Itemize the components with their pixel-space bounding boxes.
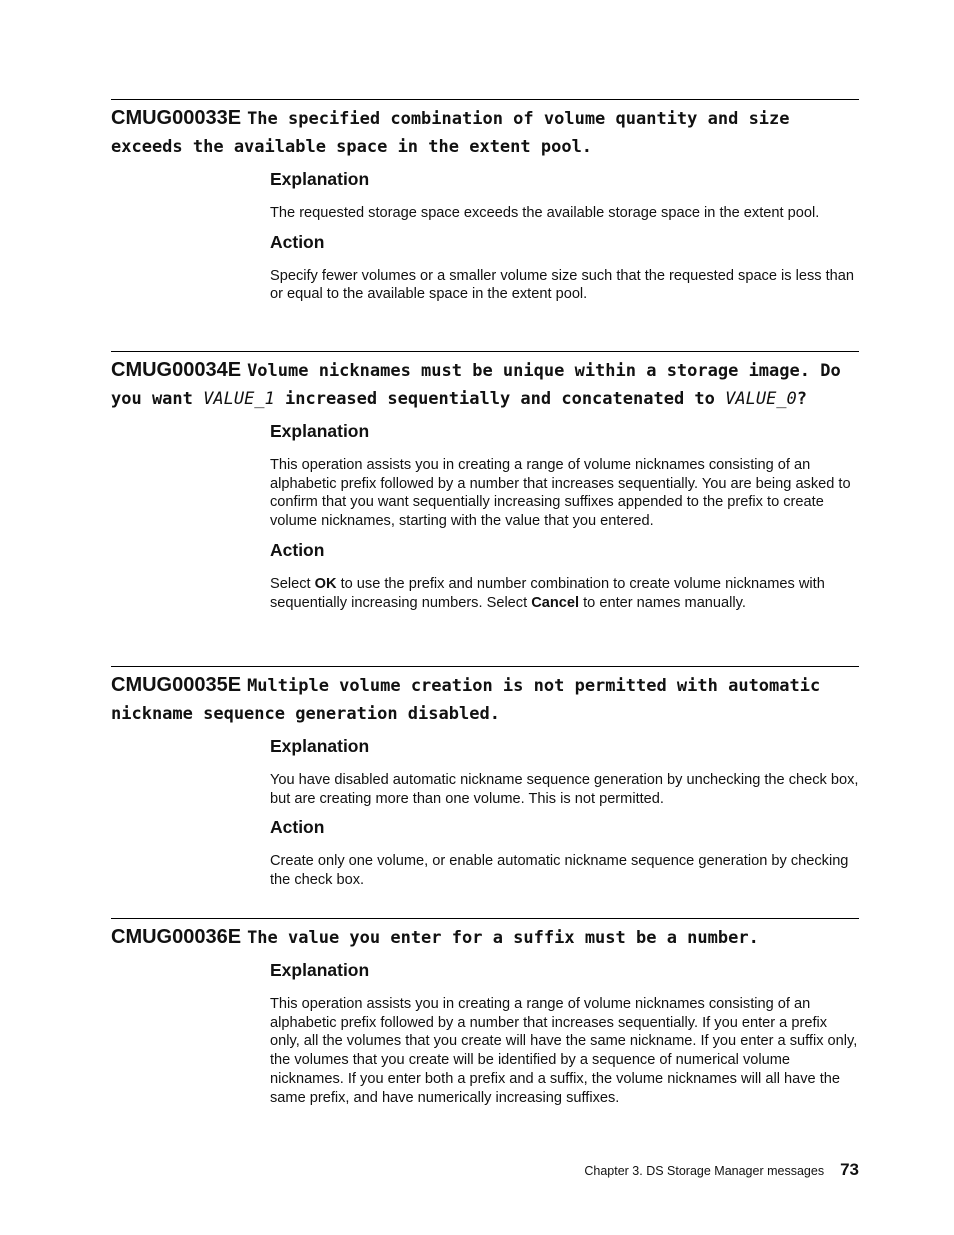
- message-title-part-c: ?: [796, 389, 808, 409]
- divider-rule: [111, 99, 859, 100]
- message-code: CMUG00034E: [111, 359, 242, 381]
- divider-rule: [111, 666, 859, 667]
- explanation-heading: Explanation: [270, 421, 370, 441]
- explanation-heading: Explanation: [270, 169, 370, 189]
- message-code: CMUG00033E: [111, 107, 242, 129]
- message-heading: [111, 104, 859, 160]
- action-text-part-a: Select: [270, 575, 315, 592]
- message-heading: [111, 356, 859, 412]
- explanation-text: The requested storage space exceeds the available storage space in the extent pool.: [270, 205, 820, 221]
- message-code: CMUG00036E: [111, 926, 242, 948]
- explanation-heading: Explanation: [270, 960, 370, 980]
- message-body: [270, 735, 859, 890]
- page-number: 73: [840, 1160, 859, 1179]
- action-heading: Action: [270, 231, 325, 252]
- chapter-title: Chapter 3. DS Storage Manager messages: [584, 1164, 825, 1178]
- divider-rule: [111, 351, 859, 352]
- message-heading: [111, 923, 859, 951]
- message-body: [270, 168, 859, 304]
- message-title: Multiple volume creation is not permitted with automatic nickname sequence generation disabled.: [111, 676, 821, 724]
- explanation-text: This operation assists you in creating a range of volume nicknames consisting of an alphabetic prefix followed by a number that increases sequentially. You are being asked to confirm that you want sequentially increasing suffixes appended to the prefix to create volume nicknames, starting with the value that you entered.: [270, 457, 851, 530]
- action-text-part-c: to enter names manually.: [579, 594, 746, 611]
- message-code: CMUG00035E: [111, 674, 242, 696]
- action-heading: Action: [270, 817, 325, 838]
- message-cmug00034e: [111, 351, 859, 612]
- message-heading: [111, 671, 859, 727]
- message-variable-value-1: VALUE_1: [203, 389, 275, 409]
- message-title-part-b: increased sequentially and concatenated to: [274, 389, 726, 409]
- message-title: The specified combination of volume quantity and size exceeds the available space in the extent pool.: [111, 109, 790, 157]
- message-body: [270, 420, 859, 612]
- explanation-heading: Explanation: [270, 736, 370, 756]
- action-text: [270, 575, 859, 612]
- message-variable-value-0: VALUE_0: [725, 389, 797, 409]
- message-cmug00033e: [111, 99, 859, 304]
- message-title: The value you enter for a suffix must be a number.: [247, 928, 759, 948]
- page-footer: [584, 1160, 859, 1180]
- message-title-part-a: Volume nicknames must be unique within a storage image. Do you want: [111, 361, 841, 409]
- message-body: [270, 959, 859, 1107]
- divider-rule: [111, 918, 859, 919]
- action-text: Specify fewer volumes or a smaller volume size such that the requested space is less than or equal to the available space in the extent pool.: [270, 267, 855, 303]
- explanation-text: You have disabled automatic nickname sequence generation by unchecking the check box, but are creating more than one volume. This is not permitted.: [270, 772, 859, 807]
- explanation-text: This operation assists you in creating a range of volume nicknames consisting of an alphabetic prefix followed by a number that increases sequentially. If you enter a prefix only, all the volumes that you create will have the same nickname. If you enter a suffix only, the volumes that you create will be identified by a sequence of numerical volume nicknames. If you enter both a prefix and a suffix, the volume nicknames will all have the same prefix, and have numerically increasing suffixes.: [270, 996, 858, 1106]
- action-text: Create only one volume, or enable automatic nickname sequence generation by checking the check box.: [270, 853, 849, 889]
- ok-keyword: OK: [314, 575, 337, 592]
- cancel-keyword: Cancel: [531, 594, 580, 611]
- action-heading: Action: [270, 539, 325, 560]
- action-text-part-b: to use the prefix and number combination to create volume nicknames with sequentially increasing numbers. Select: [270, 575, 825, 611]
- message-cmug00036e: [111, 918, 859, 1107]
- message-cmug00035e: [111, 666, 859, 890]
